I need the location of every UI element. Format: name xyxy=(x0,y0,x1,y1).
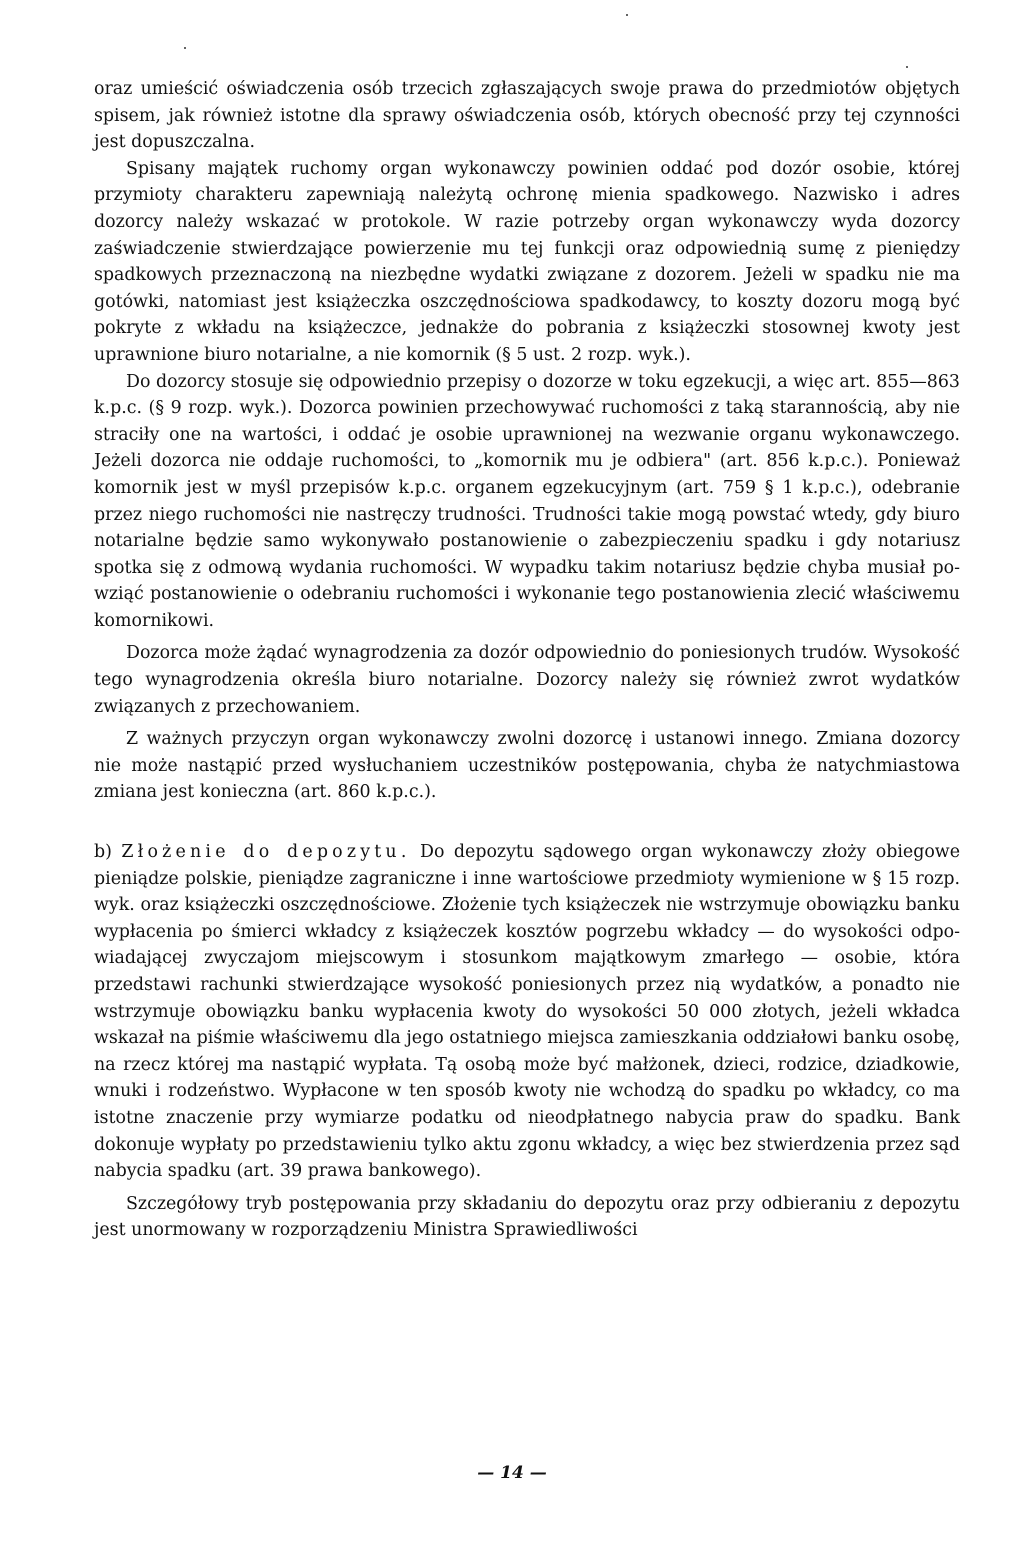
paragraph-6 xyxy=(94,839,960,1185)
paragraph-1: oraz umieścić oświadczenia osób trzecich zgłaszających swoje prawa do przedmiotów objętych spisem, jak również istotne dla sprawy oświadczenia osób, których obecność przy tej czynności jest dopuszczalna. xyxy=(94,79,960,153)
scan-speck xyxy=(184,47,186,49)
paragraph-3: Do dozorcy stosuje się odpowiednio przepisy o dozorze w toku egzekucji, a więc art. 855—863 k.p.c. (§ 9 rozp. wyk.). Dozorca powinien przechowywać ruchomości z taką starannością, aby nie straciły one na wartości, i oddać je osobie uprawnionej na wezwanie organu wykonawczego. Jeżeli dozorca nie oddaje ruchomości, to „komornik mu je odbiera" (art. 856 k.p.c.). Ponieważ komornik jest w myśl przepisów k.p.c. organem egzekucyjnym (art. 759 § 1 k.p.c.), odebranie przez niego ruchomości nie nastręczy trudności. Trudności takie mogą powstać wtedy, gdy biuro notarialne będzie samo wykonywało postanowienie o zabezpieczeniu spadku i gdy notariusz spotka się z odmową wydania ruchomości. W wypadku takim notariusz będzie chyba musiał powziąć postanowienie o odebraniu ruchomości i wykonanie tego postanowienia zlecić właściwemu komornikowi. xyxy=(94,371,960,631)
paragraph-4: Dozorca może żądać wynagrodzenia za dozór odpowiednio do poniesionych trudów. Wysokość tego wynagrodzenia określa biuro notarialne. Dozorcy należy się również zwrot wydatków związanych z przechowaniem. xyxy=(94,643,960,717)
paragraph-2: Spisany majątek ruchomy organ wykonawczy powinien oddać pod dozór osobie, której przymioty charakteru zapewniają należytą ochronę mienia spadkowego. Nazwisko i adres dozorcy należy wskazać w protokole. W razie potrzeby organ wykonawczy wyda dozorcy zaświadczenie stwierdzające powierzenie mu tej funkcji oraz odpowiednią sumę z pieniędzy spadkowych przeznaczoną na niezbędne wydatki związane z dozorem. Jeżeli w spadku nie ma gotówki, natomiast jest książeczka oszczędnościowa spadkodawcy, to koszty dozoru mogą być pokryte z wkładu na książeczce, jednakże do pobrania z książeczki stosownej kwoty jest uprawnione biuro notarialne, a nie komornik (§ 5 ust. 2 rozp. wyk.). xyxy=(94,158,960,365)
page-body xyxy=(94,76,960,1244)
section-marker: b) xyxy=(94,842,122,863)
scan-speck xyxy=(626,14,628,16)
paragraph-5: Z ważnych przyczyn organ wykonawczy zwolni dozorcę i ustanowi innego. Zmiana dozorcy nie może nastąpić przed wysłuchaniem uczestników postępowania, chyba że natychmiastowa zmiana jest konieczna (art. 860 k.p.c.). xyxy=(94,729,960,803)
section-body: Do depozytu sądowego organ wykonawczy złoży obiegowe pieniądze polskie, pieniądze zagraniczne i inne wartościowe przedmioty wymienione w § 15 rozp. wyk. oraz książeczki oszczędnościowe. Złożenie tych książeczek nie wstrzymuje obowiązku banku wypłacenia po śmierci wkładcy z książeczek kosztów pogrzebu wkładcy — do wysokości odpowiadającej zwyczajom miejscowym i stosunkom majątkowym zmarłego — osobie, która przedstawi rachunki stwierdzające wysokość poniesionych przez nią wydatków, a ponadto nie wstrzymuje obowiązku banku wypłacenia kwoty do wysokości 50 000 złotych, jeżeli wkładca wskazał na piśmie właściwemu dla jego ostatniego miejsca zamieszkania oddziałowi banku osobę, na rzecz której ma nastąpić wypłata. Tą osobą może być małżonek, dzieci, rodzice, dziadkowie, wnuki i rodzeństwo. Wypłacone w ten sposób kwoty nie wchodzą do spadku po wkładcy, co ma istotne znaczenie przy wymiarze podatku od nieodpłatnego nabycia praw do spadku. Bank dokonuje wypłaty po przedstawieniu tylko aktu zgonu wkładcy, a więc bez stwierdzenia przez sąd nabycia spadku (art. 39 prawa bankowego). xyxy=(94,842,960,1182)
section-heading: Złożenie do depozytu. xyxy=(121,842,411,863)
scan-speck xyxy=(906,66,908,68)
paragraph-7: Szczegółowy tryb postępowania przy składaniu do depozytu oraz przy odbieraniu z depozytu jest unormowany w rozporządzeniu Ministra Sprawiedliwości xyxy=(94,1193,960,1241)
page-number: — 14 — xyxy=(477,1463,547,1483)
